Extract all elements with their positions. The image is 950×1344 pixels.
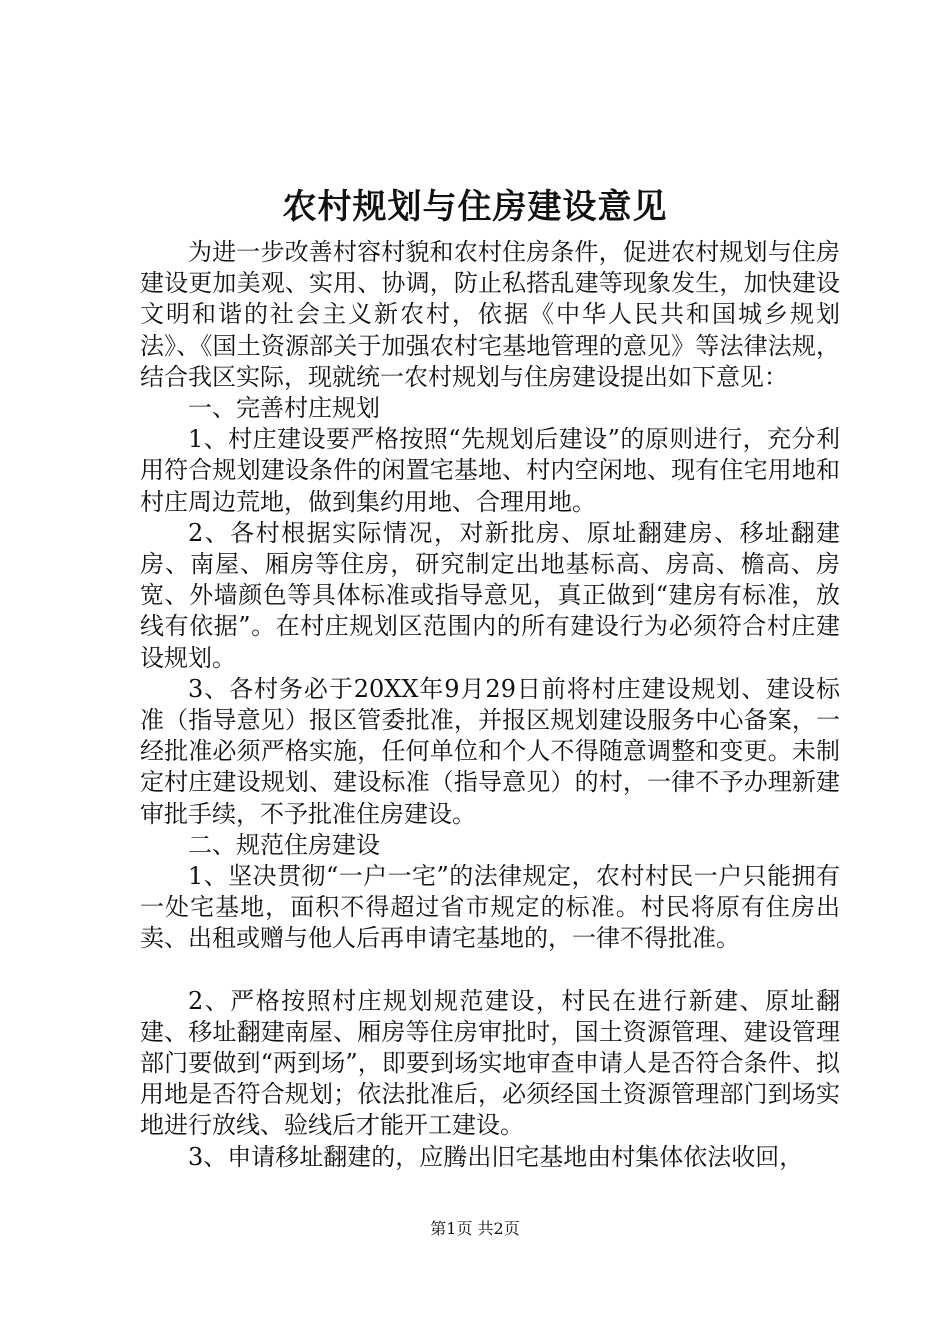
document-body (140, 237, 840, 1173)
page-number: 第1页 共2页 (430, 1219, 520, 1238)
section-heading-2: 二、规范住房建设 (188, 830, 380, 859)
paragraph-1-2: 2、各村根据实际情况，对新批房、原址翻建房、移址翻建房、南屋、厢房等住房，研究制定出地基标高、房高、檐高、房宽、外墙颜色等具体标准或指导意见，真正做到“建房有标准，放线有依据”。在村庄规划区范围内的所有建设行为必须符合村庄建设规划。 (140, 518, 840, 672)
document-title: 农村规划与住房建设意见 (282, 187, 668, 227)
section-heading-1: 一、完善村庄规划 (188, 394, 380, 423)
paragraph-1-1: 1、村庄建设要严格按照“先规划后建设”的原则进行，充分利用符合规划建设条件的闲置宅基地、村内空闲地、现有住宅用地和村庄周边荒地，做到集约用地、合理用地。 (140, 425, 840, 516)
paragraph-2-2: 2、严格按照村庄规划规范建设，村民在进行新建、原址翻建、移址翻建南屋、厢房等住房审批时，国土资源管理、建设管理部门要做到“两到场”，即要到场实地审查申请人是否符合条件、拟用地是否符合规划；依法批准后，必须经国土资源管理部门到场实地进行放线、验线后才能开工建设。 (140, 986, 840, 1140)
paragraph-2-1: 1、坚决贯彻“一户一宅”的法律规定，农村村民一户只能拥有一处宅基地，面积不得超过省市规定的标准。村民将原有住房出卖、出租或赠与他人后再申请宅基地的，一律不得批准。 (140, 862, 840, 953)
paragraph-intro: 为进一步改善村容村貌和农村住房条件，促进农村规划与住房建设更加美观、实用、协调，防止私搭乱建等现象发生，加快建设文明和谐的社会主义新农村，依据《中华人民共和国城乡规划法》、《国土资源部关于加强农村宅基地管理的意见》等法律法规，结合我区实际，现就统一农村规划与住房建设提出如下意见： (140, 238, 840, 391)
paragraph-2-3: 3、申请移址翻建的，应腾出旧宅基地由村集体依法收回， (188, 1142, 804, 1171)
paragraph-1-3: 3、各村务必于20XX年9月29日前将村庄建设规划、建设标准（指导意见）报区管委批准，并报区规划建设服务中心备案，一经批准必须严格实施，任何单位和个人不得随意调整和变更。未制定村庄建设规划、建设标准（指导意见）的村，一律不予办理新建审批手续，不予批准住房建设。 (140, 674, 840, 828)
